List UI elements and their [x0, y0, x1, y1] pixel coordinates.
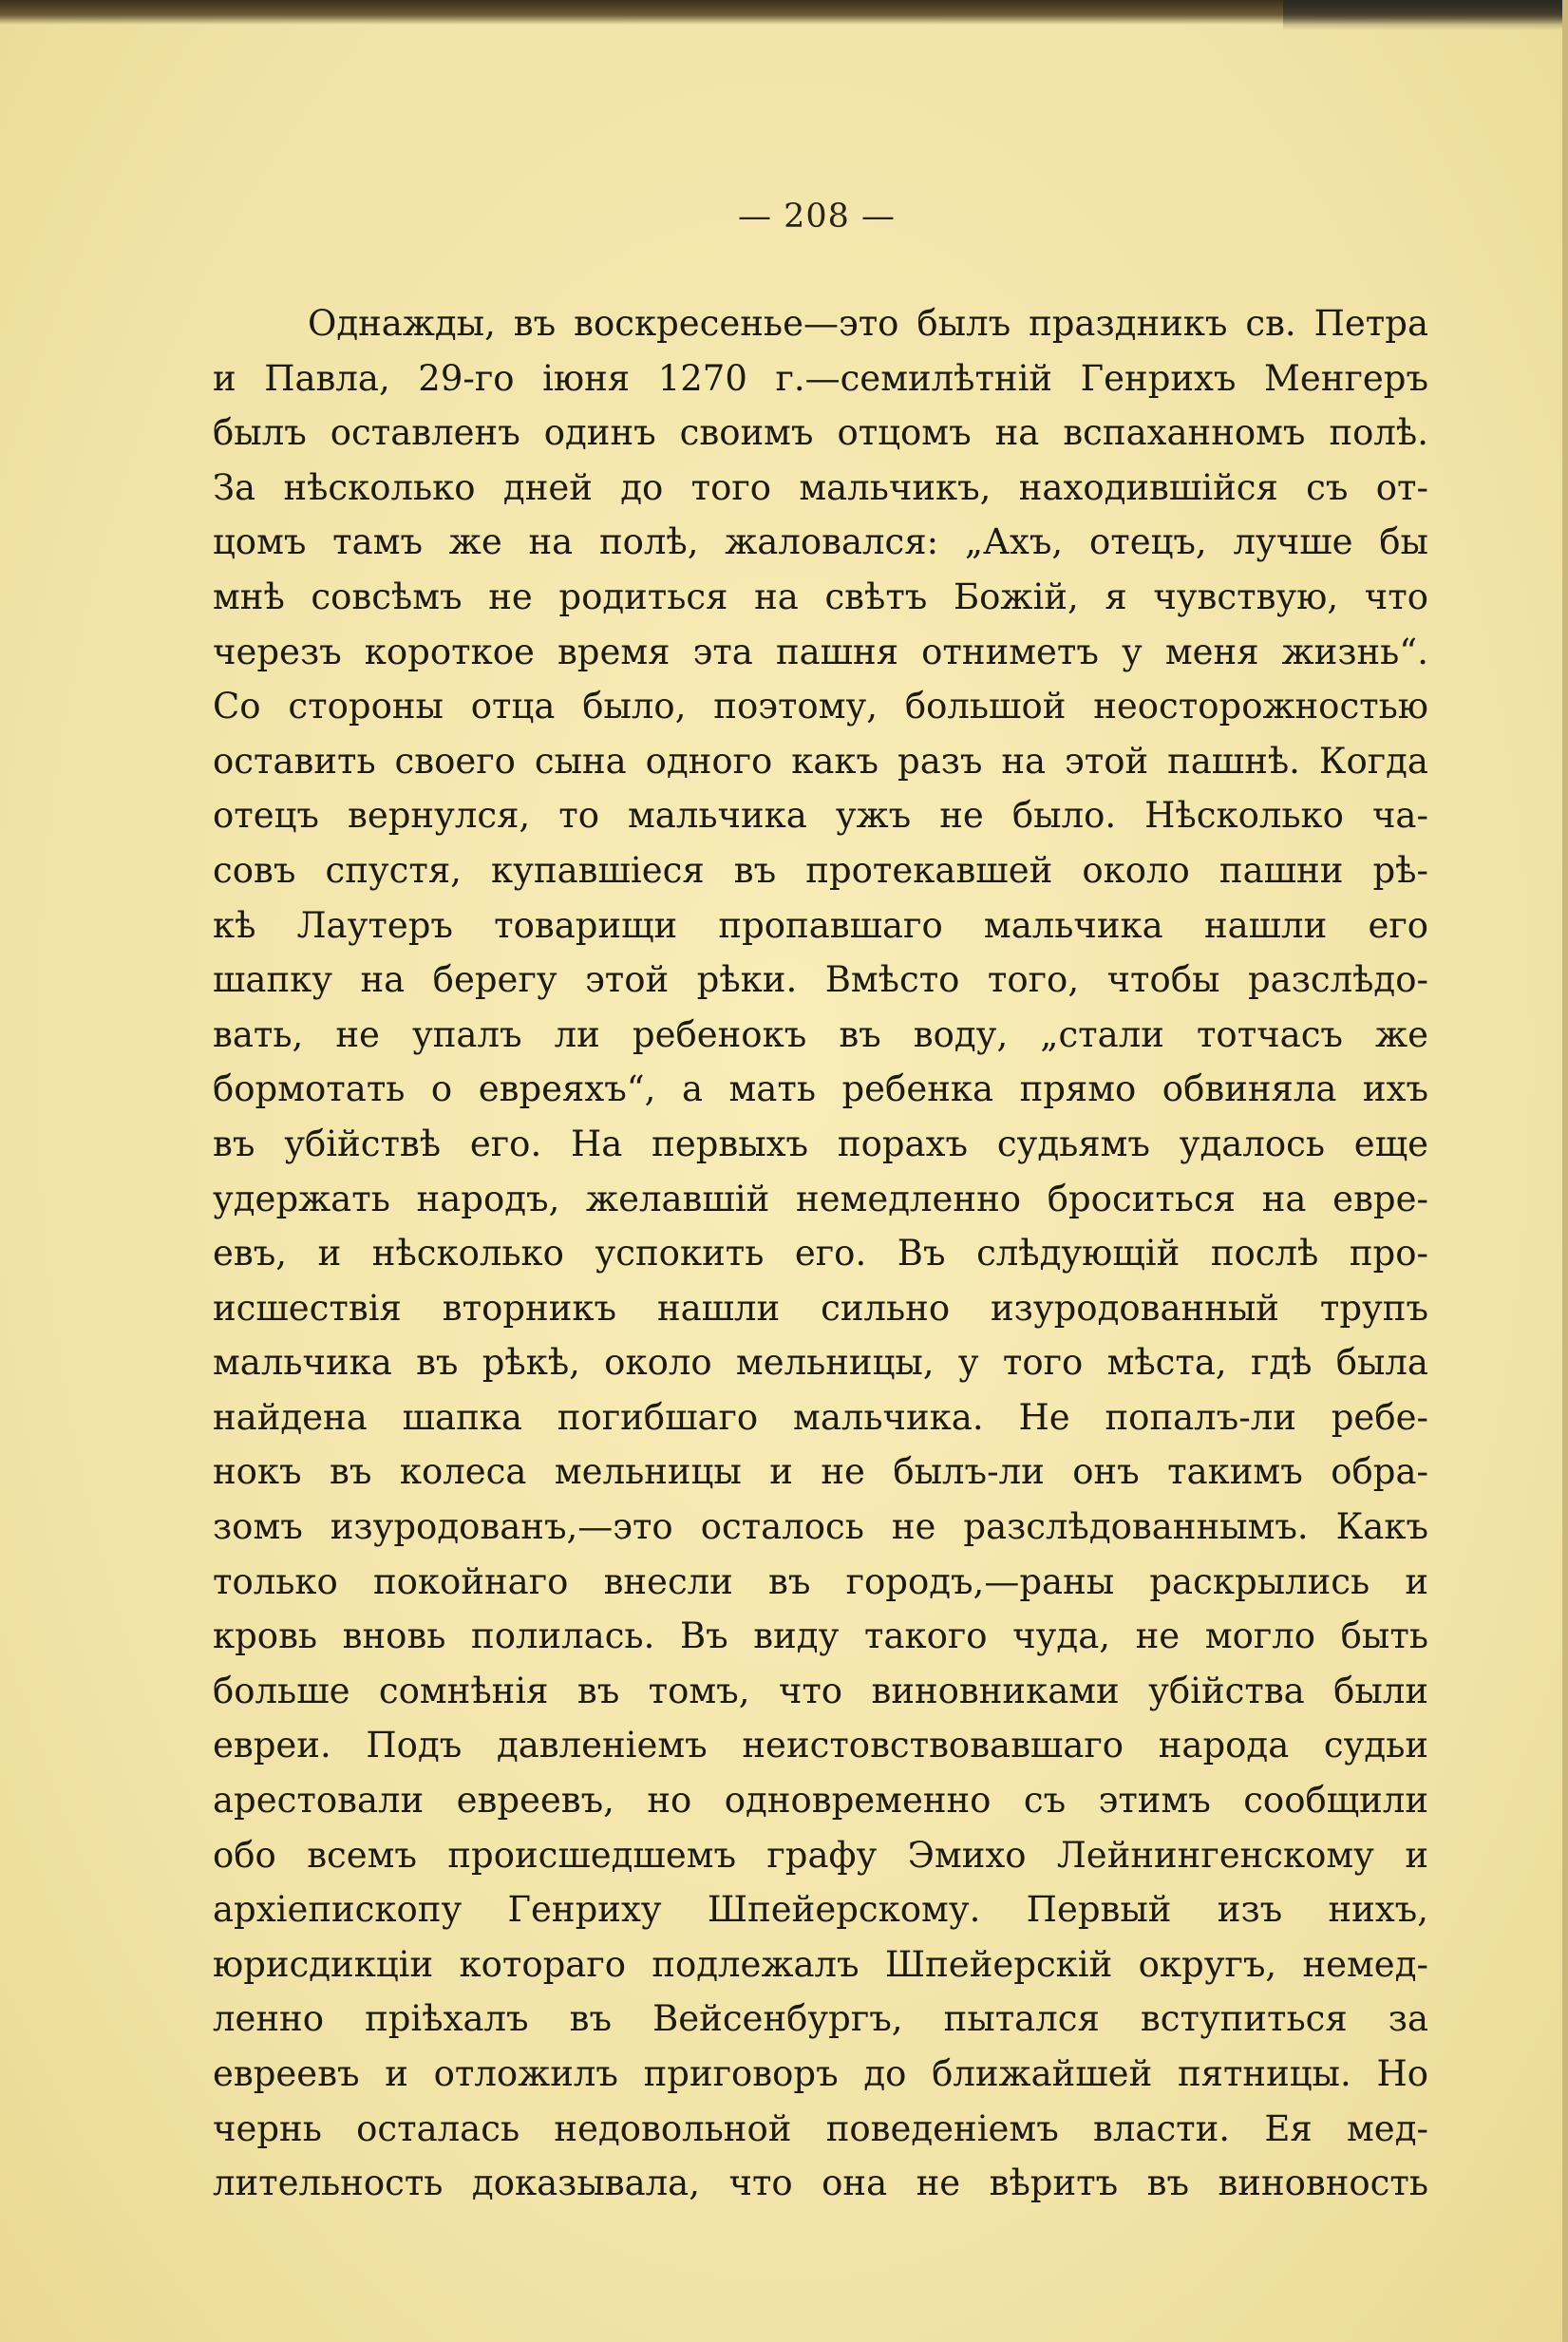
- text-line: евреевъ и отложилъ приговоръ до ближайшей пятницы. Но: [213, 2053, 1428, 2094]
- text-line: архіепископу Генриху Шпейерскому. Первый изъ нихъ,: [213, 1889, 1428, 1931]
- page-right-edge: [1562, 0, 1568, 2342]
- text-line: чернь осталась недовольной поведеніемъ власти. Ея мед-: [213, 2107, 1428, 2149]
- text-line: юрисдикціи котораго подлежалъ Шпейерскій округъ, немед-: [213, 1943, 1428, 1985]
- text-line: въ убійствѣ его. На первыхъ порахъ судьямъ удалось еще: [213, 1123, 1428, 1164]
- text-line: мальчика въ рѣкѣ, около мельницы, у того мѣста, гдѣ была: [213, 1342, 1428, 1384]
- text-line: евреи. Подъ давленіемъ неистовствовавшаго народа судьи: [213, 1725, 1428, 1766]
- text-line: былъ оставленъ одинъ своимъ отцомъ на вспаханномъ полѣ.: [213, 412, 1428, 454]
- text-line: Со стороны отца было, поэтому, большой неосторожностью: [213, 686, 1428, 727]
- text-line: Однажды, въ воскресенье—это былъ праздникъ св. Петра: [308, 303, 1428, 344]
- body-text: [213, 296, 1428, 2211]
- text-line: шапку на берегу этой рѣки. Вмѣсто того, чтобы разслѣдо-: [213, 959, 1428, 1001]
- text-line: цомъ тамъ же на полѣ, жаловался: „Ахъ, отецъ, лучше бы: [213, 521, 1428, 563]
- text-line: удержать народъ, желавшій немедленно броситься на евре-: [213, 1178, 1428, 1219]
- text-line: ленно пріѣхалъ въ Вейсенбургъ, пытался вступиться за: [213, 1998, 1428, 2040]
- page-number: — 208 —: [737, 198, 897, 236]
- text-line: За нѣсколько дней до того мальчикъ, находившійся съ от-: [213, 466, 1428, 508]
- text-line: оставить своего сына одного какъ разъ на этой пашнѣ. Когда: [213, 740, 1428, 782]
- binding-shadow: [1283, 0, 1568, 30]
- text-line: совъ спустя, купавшіеся въ протекавшей около пашни рѣ-: [213, 849, 1428, 891]
- text-line: нокъ въ колеса мельницы и не былъ-ли онъ такимъ обра-: [213, 1451, 1428, 1493]
- text-line: мнѣ совсѣмъ не родиться на свѣтъ Божій, я чувствую, что: [213, 576, 1428, 617]
- text-line: зомъ изуродованъ,—это осталось не разслѣдованнымъ. Какъ: [213, 1506, 1428, 1548]
- text-line: обо всемъ происшедшемъ графу Эмихо Лейнингенскому и: [213, 1834, 1428, 1876]
- text-line: найдена шапка погибшаго мальчика. Не попалъ-ли ребе-: [213, 1396, 1428, 1438]
- text-line: исшествія вторникъ нашли сильно изуродованный трупъ: [213, 1287, 1428, 1329]
- text-line: кѣ Лаутеръ товарищи пропавшаго мальчика нашли его: [213, 904, 1428, 946]
- text-line: только покойнаго внесли въ городъ,—раны раскрылись и: [213, 1560, 1428, 1602]
- text-line: отецъ вернулся, то мальчика ужъ не было. Нѣсколько ча-: [213, 795, 1428, 837]
- text-line: бормотать о евреяхъ“, а мать ребенка прямо обвиняла ихъ: [213, 1068, 1428, 1110]
- text-line: арестовали евреевъ, но одновременно съ этимъ сообщили: [213, 1780, 1428, 1822]
- text-line: и Павла, 29-го іюня 1270 г.—семилѣтній Генрихъ Менгеръ: [213, 357, 1428, 399]
- text-line: евъ, и нѣсколько успокить его. Въ слѣдующій послѣ про-: [213, 1233, 1428, 1275]
- text-line: больше сомнѣнія въ томъ, что виновниками убійства были: [213, 1670, 1428, 1711]
- text-line: лительность доказывала, что она не вѣритъ въ виновность: [213, 2163, 1428, 2204]
- text-line: черезъ короткое время эта пашня отниметъ у меня жизнь“.: [213, 631, 1428, 672]
- text-line: вать, не упалъ ли ребенокъ въ воду, „стали тотчасъ же: [213, 1013, 1428, 1055]
- text-line: кровь вновь полилась. Въ виду такого чуда, не могло быть: [213, 1615, 1428, 1657]
